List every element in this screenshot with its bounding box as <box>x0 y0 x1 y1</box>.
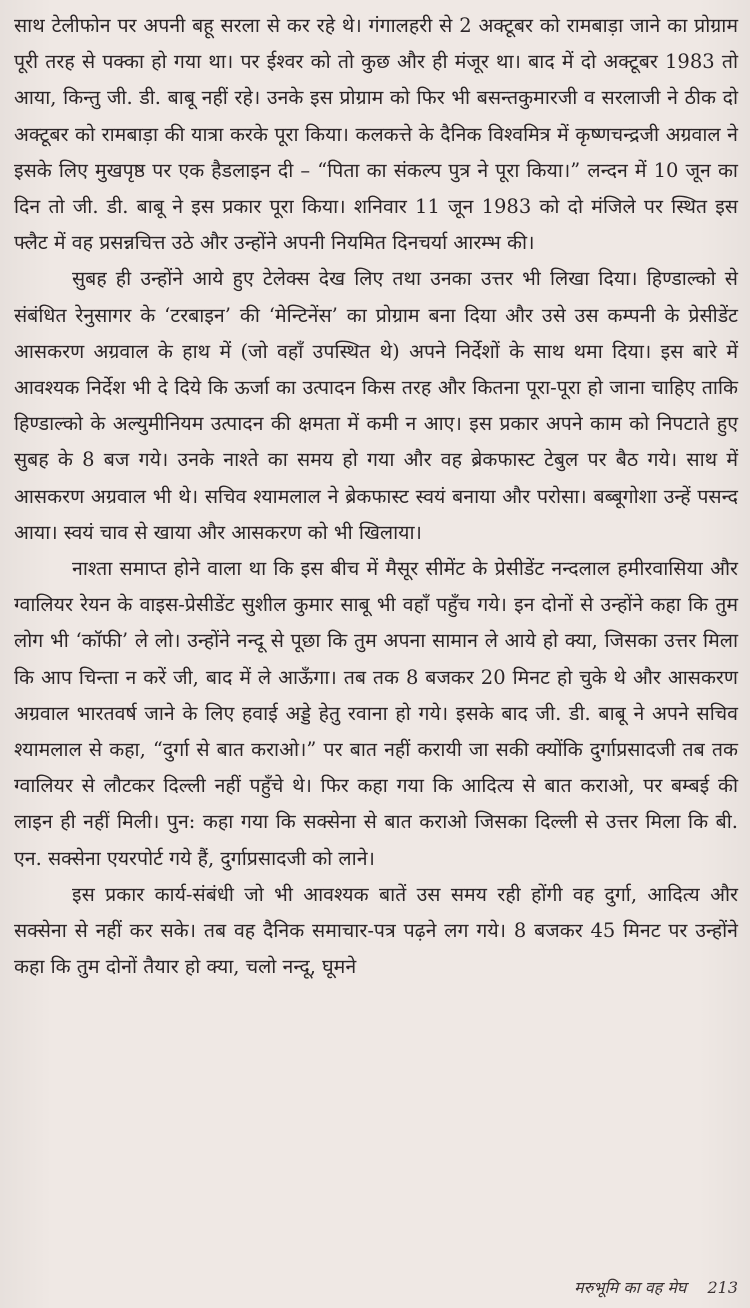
paragraph: सुबह ही उन्होंने आये हुए टेलेक्स देख लिए तथा उनका उत्तर भी लिखा दिया। हिण्डाल्को से संबंधित रेनुसागर के ‘टरबाइन’ की ‘मेन्टिनेंस’ का प्रोग्राम बना दिया और उसे उस कम्पनी के प्रेसीडेंट आसकरण अग्रवाल के हाथ में (जो वहाँ उपस्थित थे) अपने निर्देशों के साथ थमा दिया। इस बारे में आवश्यक निर्देश भी दे दिये कि ऊर्जा का उत्पादन किस तरह और कितना पूरा-पूरा हो जाना चाहिए ताकि हिण्डाल्को के अल्युमीनियम उत्पादन की क्षमता में कमी न आए। इस प्रकार अपने काम को निपटाते हुए सुबह के 8 बज गये। उनके नाश्ते का समय हो गया और वह ब्रेकफास्ट टेबुल पर बैठ गये। साथ में आसकरण अग्रवाल भी थे। सचिव श्यामलाल ने ब्रेकफास्ट स्वयं बनाया और परोसा। बब्बूगोशा उन्हें पसन्द आया। स्वयं चाव से खाया और आसकरण को भी खिलाया। <box>14 267 738 544</box>
paragraph: नाश्ता समाप्त होने वाला था कि इस बीच में मैसूर सीमेंट के प्रेसीडेंट नन्दलाल हमीरवासिया और ग्वालियर रेयन के वाइस-प्रेसीडेंट सुशील कुमार साबू भी वहाँ पहुँच गये। इन दोनों से उन्होंने कहा कि तुम लोग भी ‘कॉफी’ ले लो। उन्होंने नन्दू से पूछा कि तुम अपना सामान ले आये हो क्या, जिसका उत्तर मिला कि आप चिन्ता न करें जी, बाद में ले आऊँगा। तब तक 8 बजकर 20 मिनट हो चुके थे और आसकरण अग्रवाल भारतवर्ष जाने के लिए हवाई अड्डे हेतु रवाना हो गये। इसके बाद जी. डी. बाबू ने अपने सचिव श्यामलाल से कहा, “दुर्गा से बात कराओ।” पर बात नहीं करायी जा सकी क्योंकि दुर्गाप्रसादजी तब तक ग्वालियर से लौटकर दिल्ली नहीं पहुँचे थे। फिर कहा गया कि आदित्य से बात कराओ, पर बम्बई की लाइन ही नहीं मिली। पुन: कहा गया कि सक्सेना से बात कराओ जिसका दिल्ली से उत्तर मिला कि बी. एन. सक्सेना एयरपोर्ट गये हैं, दुर्गाप्रसादजी को लाने। <box>14 557 738 870</box>
book-title: मरुभूमि का वह मेघ <box>574 1278 687 1297</box>
page-number: 213 <box>707 1278 738 1297</box>
paragraph: साथ टेलीफोन पर अपनी बहू सरला से कर रहे थे। गंगालहरी से 2 अक्टूबर को रामबाड़ा जाने का प्रोग्राम पूरी तरह से पक्का हो गया था। पर ईश्वर को तो कुछ और ही मंजूर था। बाद में दो अक्टूबर 1983 तो आया, किन्तु जी. डी. बाबू नहीं रहे। उनके इस प्रोग्राम को फिर भी बसन्तकुमारजी व सरलाजी ने ठीक दो अक्टूबर को रामबाड़ा की यात्रा करके पूरा किया। कलकत्ते के दैनिक विश्वमित्र में कृष्णचन्द्रजी अग्रवाल ने इसके लिए मुखपृष्ठ पर एक हैडलाइन दी – “पिता का संकल्प पुत्र ने पूरा किया।” लन्दन में 10 जून का दिन तो जी. डी. बाबू ने इस प्रकार पूरा किया। शनिवार 11 जून 1983 को दो मंजिले पर स्थित इस फ्लैट में वह प्रसन्नचित्त उठे और उन्होंने अपनी नियमित दिनचर्या आरम्भ की। <box>14 14 738 255</box>
paragraph: इस प्रकार कार्य-संबंधी जो भी आवश्यक बातें उस समय रही होंगी वह दुर्गा, आदित्य और सक्सेना से नहीं कर सके। तब वह दैनिक समाचार-पत्र पढ़ने लग गये। 8 बजकर 45 मिनट पर उन्होंने कहा कि तुम दोनों तैयार हो क्या, चलो नन्दू, घूमने <box>14 882 738 979</box>
body-text <box>14 8 738 985</box>
page-footer <box>574 1276 738 1298</box>
